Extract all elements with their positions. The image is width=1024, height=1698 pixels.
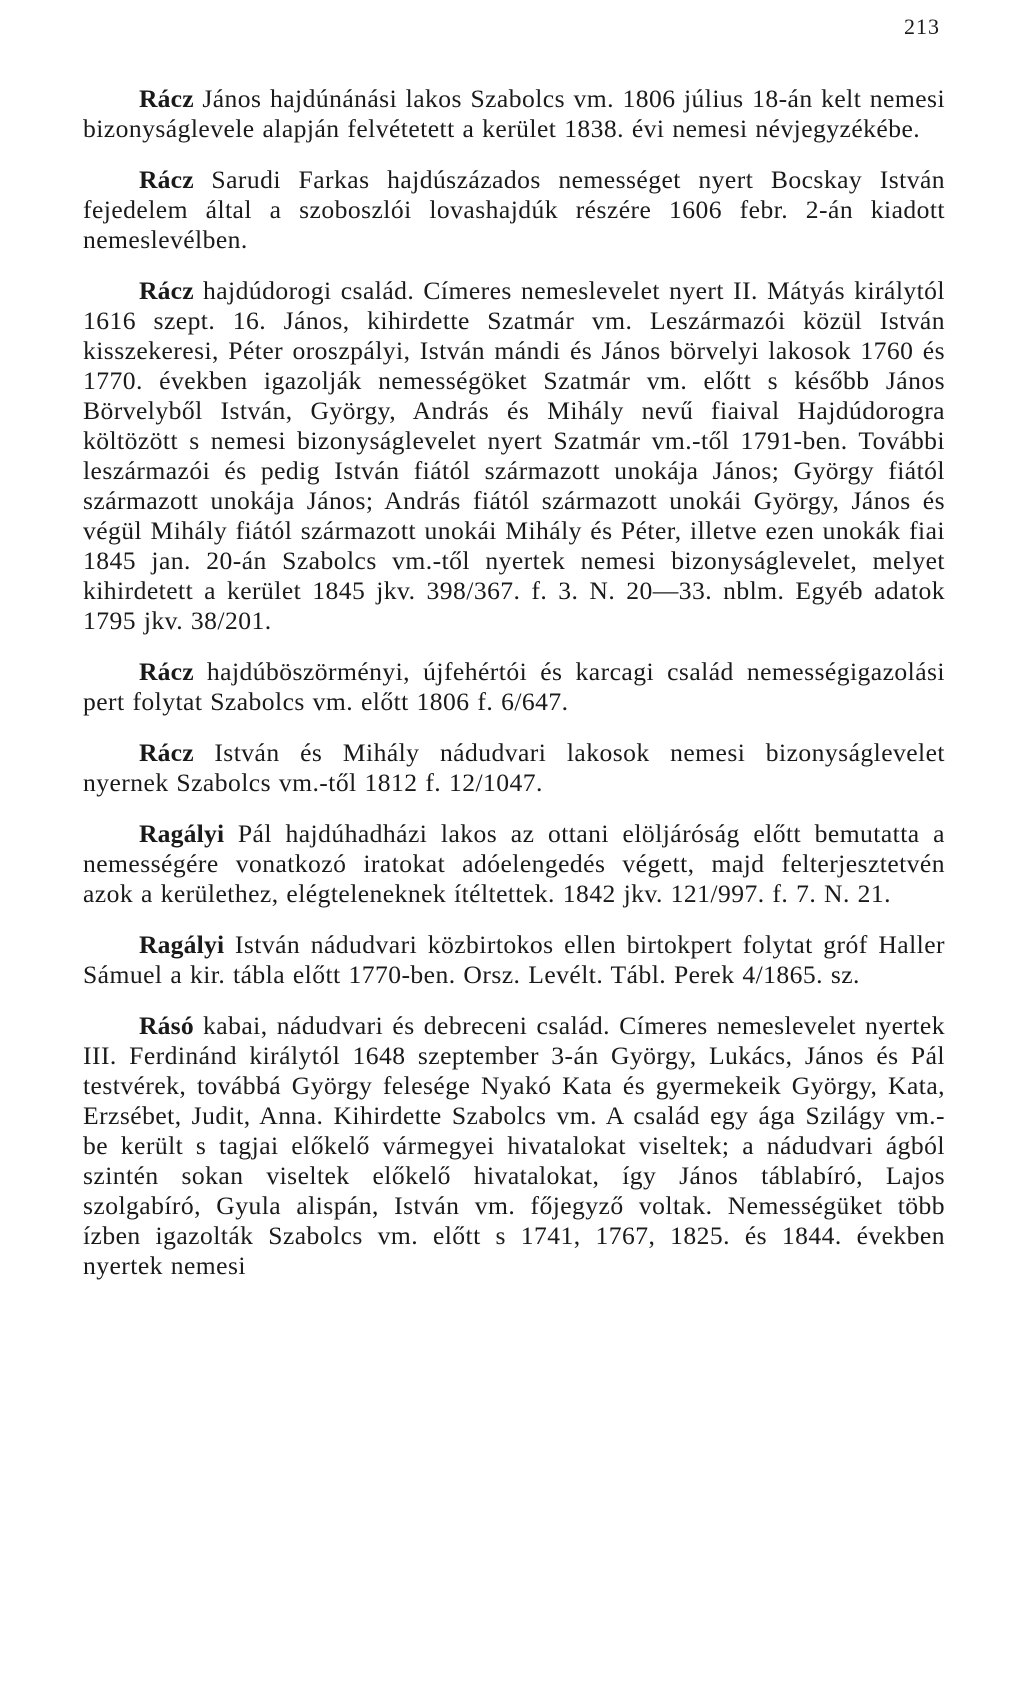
entry-text: Sarudi Farkas hajdúszázados nemességet nyert Bocskay István fejedelem által a szoboszlói lovashajdúk részére 1606 febr. 2-án kiadott nemeslevélben. — [83, 165, 945, 254]
entry-text: István nádudvari közbirtokos ellen birtokpert folytat gróf Haller Sámuel a kir. tábla előtt 1770-ben. Orsz. Levélt. Tábl. Perek 4/1865. sz. — [83, 930, 945, 989]
entry-racz-hajduboszormenyi — [83, 657, 945, 717]
entry-ragalyi-pal — [83, 819, 945, 909]
entry-headword: Rácz — [139, 738, 194, 767]
entry-headword: Rácz — [139, 165, 194, 194]
text-body — [83, 84, 945, 1302]
entry-headword: Rásó — [139, 1011, 194, 1040]
entry-racz-istvan-mihaly — [83, 738, 945, 798]
entry-text: hajdúdorogi család. Címeres nemeslevelet nyert II. Mátyás királytól 1616 szept. 16. János, kihirdette Szatmár vm. Leszármazói közül István kisszekeresi, Péter oroszpályi, István mándi és János börvelyi lakosok 1760 és 1770. években igazolják nemességöket Szatmár vm. előtt s később János Börvelyből István, György, András és Mihály nevű fiaival Hajdúdorogra költözött s nemesi bizonyságlevelet nyert Szatmár vm.-től 1791-ben. További leszármazói és pedig István fiától származott unokája János; György fiától származott unokája János; András fiától származott unokái György, János és végül Mihály fiától származott unokái Mihály és Péter, illetve ezen unokák fiai 1845 jan. 20-án Szabolcs vm.-től nyertek nemesi bizonyságlevelet, melyet kihirdetett a kerület 1845 jkv. 398/367. f. 3. N. 20—33. nblm. Egyéb adatok 1795 jkv. 38/201. — [83, 276, 945, 635]
entry-headword: Ragályi — [139, 930, 225, 959]
entry-racz-janos — [83, 84, 945, 144]
entry-racz-sarudi-farkas — [83, 165, 945, 255]
entry-raso — [83, 1011, 945, 1281]
entry-headword: Rácz — [139, 657, 194, 686]
entry-headword: Ragályi — [139, 819, 225, 848]
entry-headword: Rácz — [139, 276, 194, 305]
entry-racz-hajdudorogi — [83, 276, 945, 636]
page-number: 213 — [904, 14, 940, 39]
entry-text: Pál hajdúhadházi lakos az ottani elöljáróság előtt bemutatta a nemességére vonatkozó iratokat adóelengedés végett, majd felterjesztetvén azok a kerülethez, elégteleneknek ítéltettek. 1842 jkv. 121/997. f. 7. N. 21. — [83, 819, 945, 908]
entry-text: kabai, nádudvari és debreceni család. Címeres nemeslevelet nyertek III. Ferdinánd királytól 1648 szeptember 3-án György, Lukács, János és Pál testvérek, továbbá György felesége Nyakó Kata és gyermekeik György, Kata, Erzsébet, Judit, Anna. Kihirdette Szabolcs vm. A család egy ága Szilágy vm.-be került s tagjai előkelő vármegyei hivatalokat viseltek; a nádudvari ágból szintén sokan viseltek előkelő hivatalokat, így János táblabíró, Lajos szolgabíró, Gyula alispán, István vm. főjegyző voltak. Nemességüket több ízben igazolták Szabolcs vm. előtt s 1741, 1767, 1825. és 1844. években nyertek nemesi — [83, 1011, 945, 1280]
entry-ragalyi-istvan — [83, 930, 945, 990]
entry-text: János hajdúnánási lakos Szabolcs vm. 1806 július 18-án kelt nemesi bizonyságlevele alapján felvétetett a kerület 1838. évi nemesi névjegyzékébe. — [83, 84, 945, 143]
entry-headword: Rácz — [139, 84, 194, 113]
entry-text: István és Mihály nádudvari lakosok nemesi bizonyságlevelet nyernek Szabolcs vm.-től 1812 f. 12/1047. — [83, 738, 945, 797]
entry-text: hajdúböszörményi, újfehértói és karcagi család nemességigazolási pert folytat Szabolcs vm. előtt 1806 f. 6/647. — [83, 657, 945, 716]
